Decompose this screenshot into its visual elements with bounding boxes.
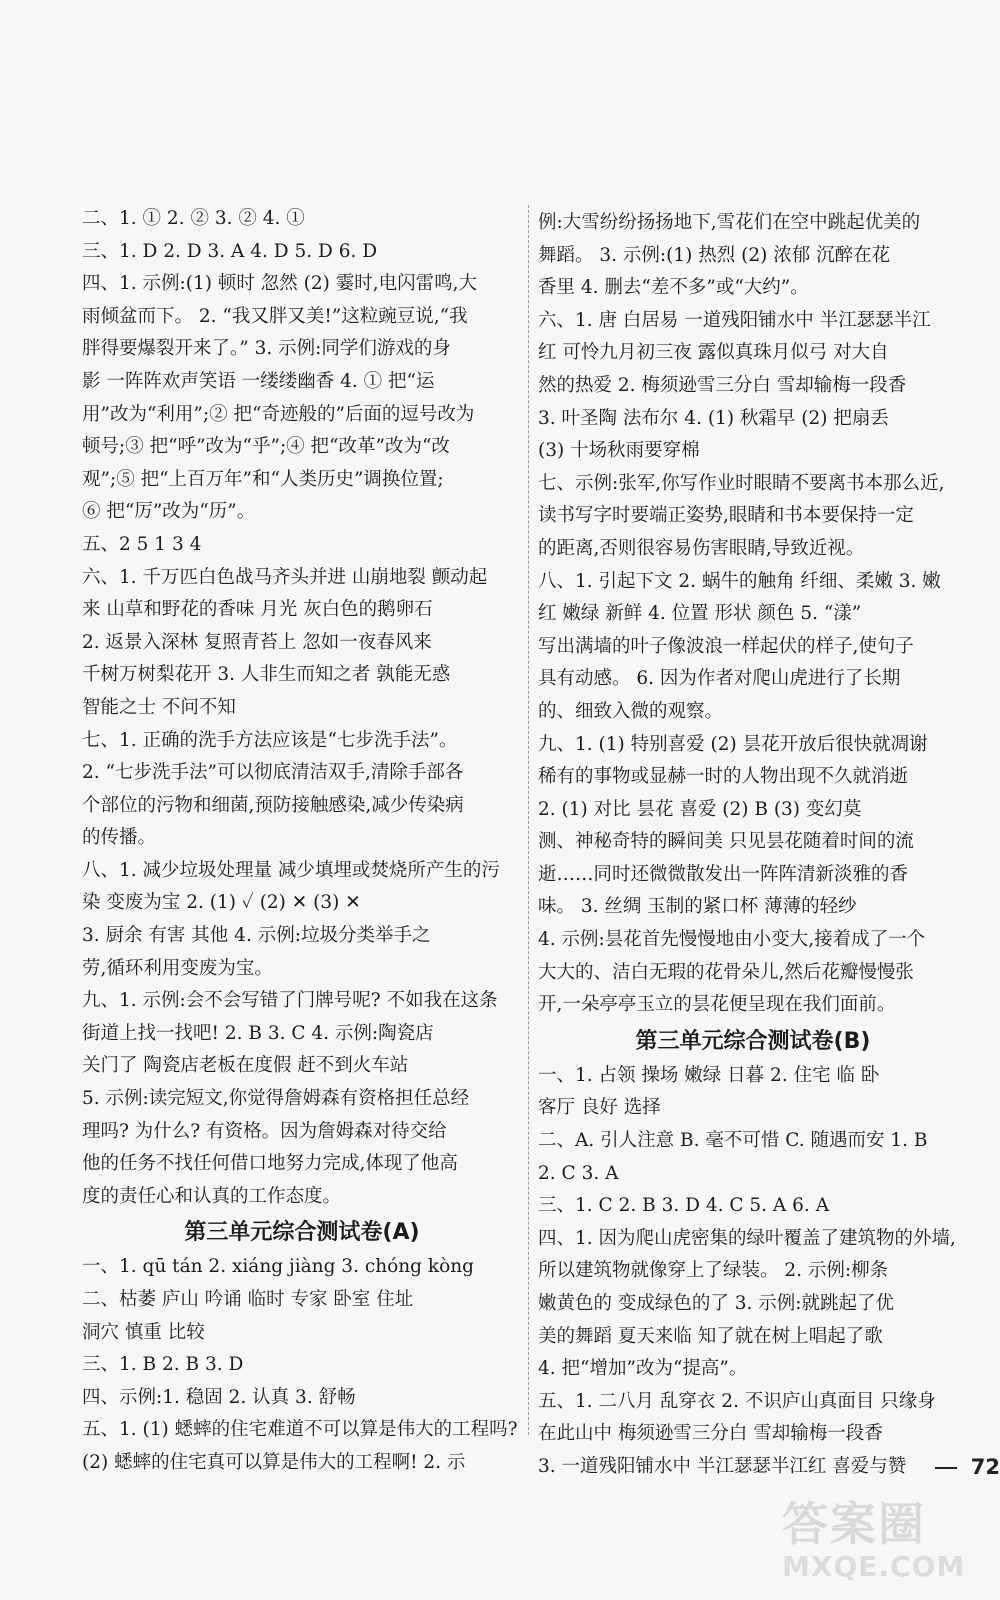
answer-line: 具有动感。 6. 因为作者对爬山虎进行了长期 <box>538 668 901 690</box>
answer-line: 九、1. 示例:会不会写错了门牌号呢? 不如我在这条 <box>82 990 498 1012</box>
answer-line: 2. 返景入深林 复照青苔上 忽如一夜春风来 <box>82 631 432 653</box>
answer-line: 四、1. 示例:(1) 顿时 忽然 (2) 霎时,电闪雷鸣,大 <box>82 273 477 295</box>
answer-line: (2) 蟋蟀的住宅真可以算是伟大的工程啊! 2. 示 <box>82 1451 466 1473</box>
answer-line: 七、示例:张军,你写作业时眼睛不要离书本那么近, <box>538 472 945 494</box>
answer-line: 七、1. 正确的洗手方法应该是“七步洗手法”。 <box>82 729 458 751</box>
answer-line: 二、枯萎 庐山 吟诵 临时 专家 卧室 住址 <box>82 1289 414 1310</box>
right-answers-unit3b <box>538 1060 968 1484</box>
answer-line: 他的任务不找任何借口地努力完成,体现了他高 <box>82 1153 458 1175</box>
answer-line: 染 变废为宝 2. (1) ✓ (2) ✕ (3) ✕ <box>82 892 361 914</box>
answer-line: 千树万树梨花开 3. 人非生而知之者 孰能无惑 <box>82 664 451 686</box>
answer-line: 来 山草和野花的香味 月光 灰白色的鹅卵石 <box>82 599 433 621</box>
left-answers-unit3a <box>82 1251 522 1479</box>
answer-line: 用”改为“利用”;② 把“奇迹般的”后面的逗号改为 <box>82 403 475 425</box>
watermark-logo <box>782 1488 997 1598</box>
right-column <box>538 207 968 1484</box>
answer-line: 所以建筑物就像穿上了绿装。 2. 示例:柳条 <box>538 1260 889 1282</box>
answer-line: 大大的、洁白无瑕的花骨朵儿,然后花瓣慢慢张 <box>538 961 914 983</box>
answer-line: (3) 十场秋雨要穿棉 <box>538 440 700 462</box>
answer-line: 二、A. 引人注意 B. 毫不可惜 C. 随遇而安 1. B <box>538 1130 928 1152</box>
answer-line: 关门了 陶瓷店老板在度假 赶不到火车站 <box>82 1055 409 1077</box>
answer-line: 4. 示例:昙花首先慢慢地由小变大,接着成了一个 <box>538 929 926 951</box>
answer-line: 2. C 3. A <box>538 1162 619 1184</box>
answer-line: 红 可怜九月初三夜 露似真珠月似弓 对大自 <box>538 342 889 364</box>
answer-line: 客厅 良好 选择 <box>538 1097 661 1119</box>
answer-line: 味。 3. 丝绸 玉制的紧口杯 薄薄的轻纱 <box>538 896 857 918</box>
answer-line: 个部位的污物和细菌,预防接触感染,减少传染病 <box>82 794 464 816</box>
answer-line: 测、神秘奇特的瞬间美 只见昙花随着时间的流 <box>538 831 914 853</box>
answer-line: 然的热爱 2. 梅须逊雪三分白 雪却输梅一段香 <box>538 374 907 396</box>
answer-line: 红 嫩绿 新鲜 4. 位置 形状 颜色 5. “漾” <box>538 603 862 625</box>
answer-line: 3. 厨余 有害 其他 4. 示例:垃圾分类举手之 <box>82 925 431 947</box>
footer-dash <box>935 1467 957 1469</box>
column-divider <box>528 205 529 1435</box>
page-number: 72 <box>970 1455 1000 1479</box>
answer-line: 美的舞蹈 夏天来临 知了就在树上唱起了歌 <box>538 1325 883 1347</box>
left-answers <box>82 203 522 1213</box>
answer-line: 五、1. (1) 蟋蟀的住宅难道不可以算是伟大的工程吗? <box>82 1419 518 1441</box>
answer-line: 舞蹈。 3. 示例:(1) 热烈 (2) 浓郁 沉醉在花 <box>538 244 891 266</box>
answer-line: 例:大雪纷纷扬扬地下,雪花们在空中跳起优美的 <box>538 212 921 233</box>
answer-line: 在此山中 梅须逊雪三分白 雪却输梅一段香 <box>538 1423 883 1445</box>
answer-line: 一、1. 占领 操场 嫩绿 日暮 2. 住宅 临 卧 <box>538 1064 880 1086</box>
answer-line: 五、1. 二八月 乱穿衣 2. 不识庐山真面目 只缘身 <box>538 1390 936 1412</box>
section-heading-b: 第三单元综合测试卷(B) <box>635 1028 871 1054</box>
answer-line: 度的责任心和认真的工作态度。 <box>82 1185 342 1207</box>
answer-line: 理吗? 为什么? 有资格。因为詹姆森对待交给 <box>82 1120 447 1142</box>
answer-line: 观”;⑤ 把“上百万年”和“人类历史”调换位置; <box>82 468 444 490</box>
answer-line: 的、细致入微的观察。 <box>538 700 724 722</box>
answer-line: ⑥ 把“厉”改为“历”。 <box>82 501 256 523</box>
section-heading-a: 第三单元综合测试卷(A) <box>184 1220 420 1246</box>
answer-line: 3. 叶圣陶 法布尔 4. (1) 秋霜早 (2) 把扇丢 <box>538 407 889 429</box>
page-number-footer <box>935 1455 1000 1479</box>
answer-line: 的传播。 <box>82 827 157 849</box>
answer-line: 逝……同时还微微散发出一阵阵清新淡雅的香 <box>538 863 909 885</box>
answer-line: 三、1. B 2. B 3. D <box>82 1354 244 1376</box>
answer-line: 雨倾盆而下。 2. “我又胖又美!”这粒豌豆说,“我 <box>82 305 468 327</box>
right-answers <box>538 207 968 1022</box>
answer-line: 读书写字时要端正姿势,眼睛和书本要保持一定 <box>538 505 914 527</box>
answer-line: 香里 4. 删去“差不多”或“大约”。 <box>538 277 809 299</box>
answer-line: 胖得要爆裂开来了。” 3. 示例:同学们游戏的身 <box>82 338 451 360</box>
answer-line: 写出满墙的叶子像波浪一样起伏的样子,使句子 <box>538 635 914 657</box>
answer-line: 智能之士 不问不知 <box>82 696 236 718</box>
answer-line: 二、1. ① 2. ② 3. ② 4. ① <box>82 208 305 229</box>
answer-line: 三、1. D 2. D 3. A 4. D 5. D 6. D <box>82 240 378 262</box>
watermark-en: MXQE.COM <box>782 1550 966 1583</box>
answer-line: 顿号;③ 把“呼”改为“乎”;④ 把“改革”改为“改 <box>82 436 450 458</box>
answer-line: 四、1. 因为爬山虎密集的绿叶覆盖了建筑物的外墙, <box>538 1227 956 1249</box>
answer-line: 五、2 5 1 3 4 <box>82 533 202 555</box>
answer-line: 3. 一道残阳铺水中 半江瑟瑟半江红 喜爱与赞 <box>538 1455 907 1477</box>
left-column <box>82 203 522 1480</box>
answer-line: 2. “七步洗手法”可以彻底清洁双手,清除手部各 <box>82 762 464 784</box>
answer-line: 八、1. 减少垃圾处理量 减少填埋或焚烧所产生的污 <box>82 859 500 881</box>
answer-line: 劳,循环利用变废为宝。 <box>82 957 273 979</box>
answer-line: 嫩黄色的 变成绿色的了 3. 示例:就跳起了优 <box>538 1293 895 1314</box>
answer-line: 的距离,否则很容易伤害眼睛,导致近视。 <box>538 537 865 559</box>
answer-line: 稀有的事物或显赫一时的人物出现不久就消逝 <box>538 766 909 788</box>
answer-line: 一、1. qū tán 2. xiáng jiàng 3. chóng kòng <box>82 1256 474 1278</box>
answer-line: 六、1. 唐 白居易 一道残阳铺水中 半江瑟瑟半江 <box>538 309 931 331</box>
answer-line: 街道上找一找吧! 2. B 3. C 4. 示例:陶瓷店 <box>82 1022 434 1044</box>
answer-line: 八、1. 引起下文 2. 蜗牛的触角 纤细、柔嫩 3. 嫩 <box>538 570 941 592</box>
answer-line: 洞穴 慎重 比较 <box>82 1321 205 1343</box>
answer-line: 开,一朵亭亭玉立的昙花便呈现在我们面前。 <box>538 994 896 1016</box>
answer-line: 4. 把“增加”改为“提高”。 <box>538 1358 748 1380</box>
watermark-cn: 答案圈 <box>782 1497 926 1551</box>
answer-line: 六、1. 千万匹白色战马齐头并进 山崩地裂 颤动起 <box>82 566 488 588</box>
answer-line: 5. 示例:读完短文,你觉得詹姆森有资格担任总经 <box>82 1088 470 1110</box>
answer-line: 影 一阵阵欢声笑语 一缕缕幽香 4. ① 把“运 <box>82 370 435 392</box>
answer-line: 四、示例:1. 稳固 2. 认真 3. 舒畅 <box>82 1386 356 1408</box>
answer-line: 九、1. (1) 特别喜爱 (2) 昙花开放后很快就凋谢 <box>538 733 928 755</box>
answer-line: 三、1. C 2. B 3. D 4. C 5. A 6. A <box>538 1195 830 1217</box>
answer-line: 2. (1) 对比 昙花 喜爱 (2) B (3) 变幻莫 <box>538 798 862 820</box>
